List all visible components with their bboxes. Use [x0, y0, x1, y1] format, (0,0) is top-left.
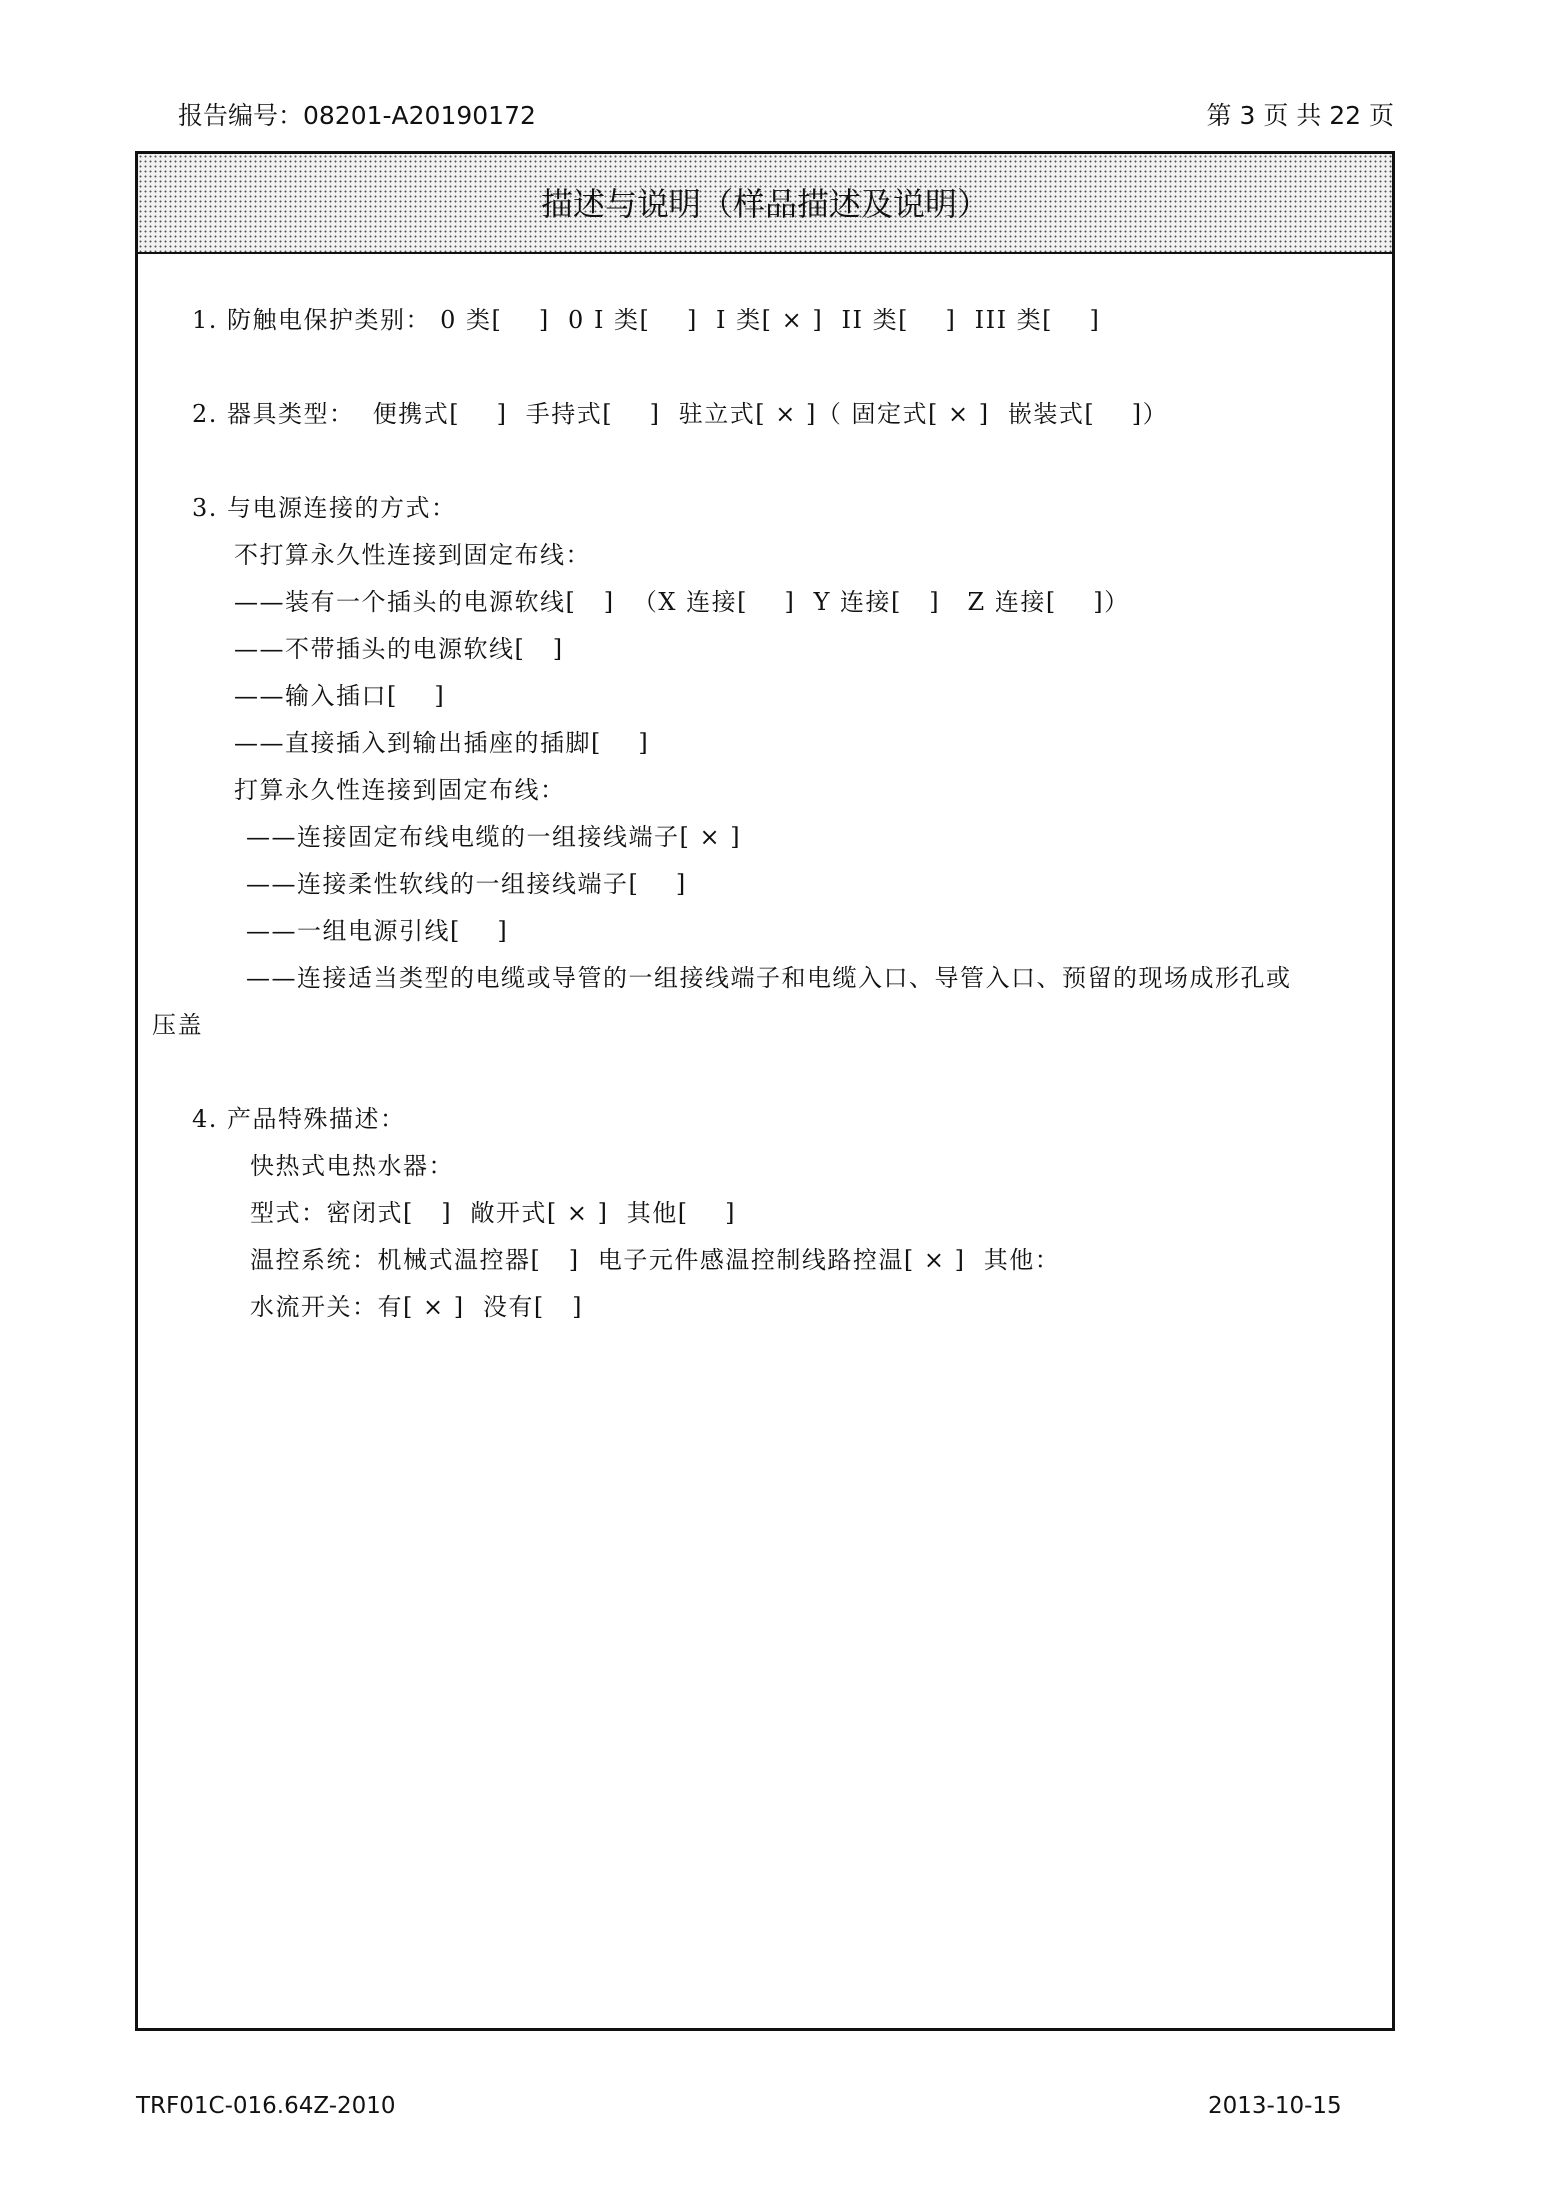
- form-code: TRF01C-016.64Z-2010: [136, 2093, 396, 2119]
- conduit-terminals-line-cont: 压盖: [152, 1011, 203, 1039]
- connection-method-heading: 3. 与电源连接的方式：: [192, 494, 457, 522]
- supply-leads-line: ——一组电源引线[ ]: [246, 917, 509, 945]
- content-frame: [135, 151, 1395, 2031]
- permanent-heading: 打算永久性连接到固定布线：: [234, 776, 566, 804]
- fixed-wiring-terminals-line: ——连接固定布线电缆的一组接线端子[ × ]: [246, 823, 742, 851]
- inlet-line: ——输入插口[ ]: [234, 682, 446, 710]
- special-description-heading: 4. 产品特殊描述：: [192, 1105, 406, 1133]
- appliance-type-line: 2. 器具类型： 便携式[ ] 手持式[ ] 驻立式[ × ]（ 固定式[ × ] 嵌装式[ ]）: [192, 400, 1169, 428]
- footer-date: 2013-10-15: [1208, 2093, 1342, 2119]
- instant-heater-line: 快热式电热水器：: [250, 1152, 454, 1180]
- non-permanent-heading: 不打算永久性连接到固定布线：: [234, 541, 591, 569]
- section-title: 描述与说明（样品描述及说明）: [540, 185, 989, 223]
- flow-switch-line: 水流开关：有[ × ] 没有[ ]: [250, 1293, 583, 1321]
- type-line: 型式：密闭式[ ] 敞开式[ × ] 其他[ ]: [250, 1199, 736, 1227]
- flexible-cord-terminals-line: ——连接柔性软线的一组接线端子[ ]: [246, 870, 687, 898]
- direct-plug-in-line: ——直接插入到输出插座的插脚[ ]: [234, 729, 650, 757]
- temperature-control-line: 温控系统：机械式温控器[ ] 电子元件感温控制线路控温[ × ] 其他：: [250, 1246, 1061, 1274]
- page-info: 第 3 页 共 22 页: [1206, 101, 1394, 130]
- title-band: [138, 154, 1392, 254]
- protection-class-line: 1. 防触电保护类别： 0 类[ ] 0 I 类[ ] I 类[ × ] II 类[ ] III 类[ ]: [192, 306, 1101, 334]
- conduit-terminals-line: ——连接适当类型的电缆或导管的一组接线端子和电缆入口、导管入口、预留的现场成形孔或: [246, 964, 1292, 992]
- report-number: 报告编号：08201-A20190172: [178, 101, 536, 130]
- plug-cord-line: ——装有一个插头的电源软线[ ] （X 连接[ ] Y 连接[ ] Z 连接[ ]）: [234, 588, 1130, 616]
- cord-without-plug-line: ——不带插头的电源软线[ ]: [234, 635, 564, 663]
